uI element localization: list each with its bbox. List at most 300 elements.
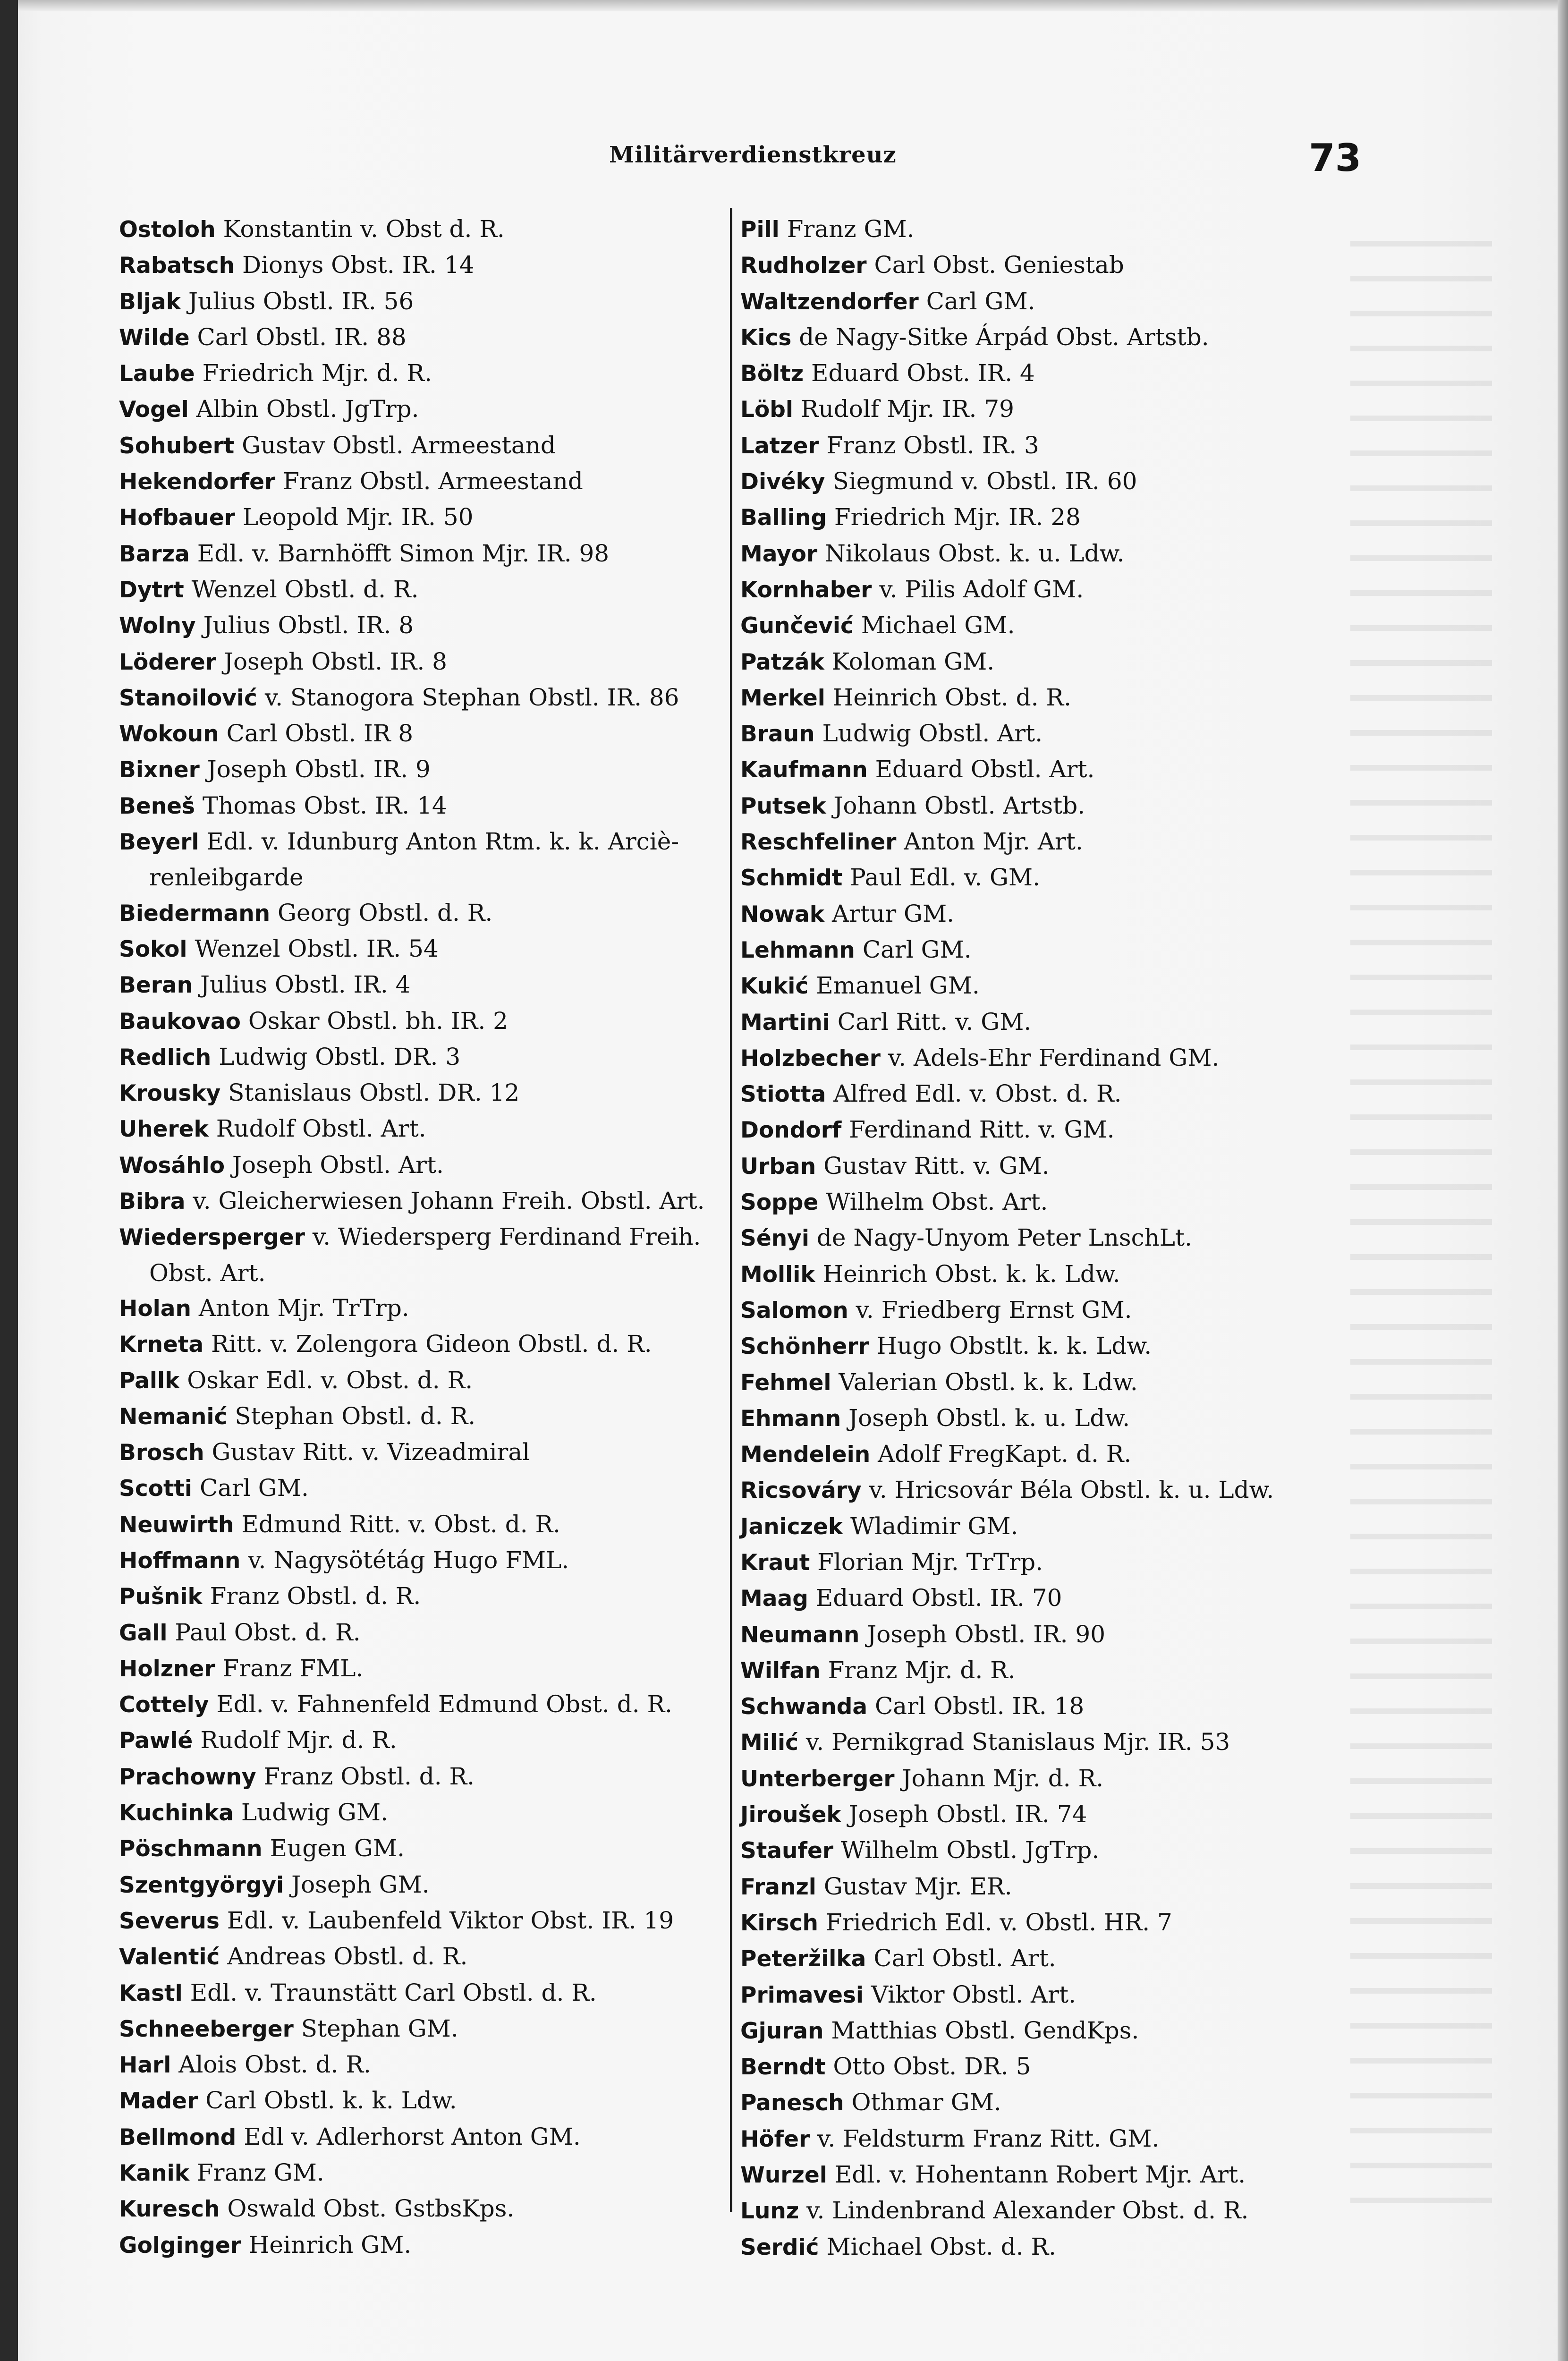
entry-details: Edl. v. Hohentann Robert Mjr. Art. xyxy=(834,2161,1246,2189)
entry-details: Johann Mjr. d. R. xyxy=(902,1764,1104,1792)
entry-surname: Primavesi xyxy=(740,1982,864,2008)
entry-surname: Maag xyxy=(740,1586,808,1612)
list-entry xyxy=(119,356,728,391)
entry-surname: Kaufmann xyxy=(740,757,868,783)
entry-details: Rudolf Mjr. d. R. xyxy=(200,1726,397,1754)
list-entry xyxy=(740,1076,1401,1112)
entry-surname: Severus xyxy=(119,1908,220,1934)
list-entry xyxy=(740,1328,1401,1364)
left-column xyxy=(119,212,728,2263)
entry-surname: Merkel xyxy=(740,685,825,711)
entry-surname: Schwanda xyxy=(740,1694,868,1720)
entry-surname: Franzl xyxy=(740,1874,816,1900)
list-entry xyxy=(119,2155,728,2191)
list-entry xyxy=(740,2157,1401,2193)
list-entry xyxy=(119,644,728,680)
list-entry xyxy=(740,320,1401,356)
entry-surname: Höfer xyxy=(740,2126,810,2152)
page-left-edge xyxy=(0,0,18,2361)
entry-surname: Mader xyxy=(119,2088,198,2115)
list-entry xyxy=(119,608,728,644)
entry-details: Heinrich Obst. d. R. xyxy=(832,683,1071,711)
entry-surname: Löderer xyxy=(119,649,216,675)
list-entry xyxy=(740,1869,1401,1905)
entry-details: v. Lindenbrand Alexander Obst. d. R. xyxy=(806,2197,1249,2225)
entry-surname: Wurzel xyxy=(740,2162,827,2189)
entry-surname: Reschfeliner xyxy=(740,829,897,856)
entry-details: Otto Obst. DR. 5 xyxy=(833,2053,1031,2081)
entry-surname: Wilfan xyxy=(740,1657,821,1684)
entry-details: Siegmund v. Obstl. IR. 60 xyxy=(832,467,1137,495)
list-entry xyxy=(740,2085,1401,2121)
list-entry xyxy=(740,428,1401,464)
entry-details: Franz Obstl. Armeestand xyxy=(283,467,583,495)
entry-surname: Cottely xyxy=(119,1692,209,1718)
entry-surname: Ricsováry xyxy=(740,1478,862,1504)
list-entry xyxy=(740,1184,1401,1220)
entry-details: v. Wiedersperg Ferdinand Freih. xyxy=(312,1223,701,1251)
entry-surname: Kirsch xyxy=(740,1910,819,1936)
list-entry xyxy=(740,1977,1401,2013)
column-divider xyxy=(730,208,732,2212)
entry-details: Franz Obstl. d. R. xyxy=(210,1582,421,1610)
list-entry xyxy=(119,1291,728,1326)
entry-details: Edl. v. Fahnenfeld Edmund Obst. d. R. xyxy=(216,1690,673,1718)
list-entry xyxy=(119,1903,728,1939)
entry-surname: Gjuran xyxy=(740,2018,824,2044)
entry-details: Michael GM. xyxy=(861,611,1015,639)
list-entry xyxy=(119,680,728,716)
entry-surname: Nowak xyxy=(740,901,825,927)
list-entry xyxy=(119,716,728,752)
entry-surname: Bljak xyxy=(119,289,181,315)
entry-details: Oskar Edl. v. Obst. d. R. xyxy=(187,1366,473,1394)
list-entry xyxy=(740,1040,1401,1076)
entry-details: Carl Obstl. IR. 88 xyxy=(197,323,407,351)
entry-surname: Sényi xyxy=(740,1225,809,1252)
entry-surname: Krousky xyxy=(119,1080,221,1107)
entry-details: Joseph GM. xyxy=(291,1870,430,1898)
entry-surname: Schönherr xyxy=(740,1333,869,1360)
entry-details: Oskar Obstl. bh. IR. 2 xyxy=(248,1007,508,1035)
entry-details: Carl Obstl. Art. xyxy=(873,1945,1056,1972)
list-entry xyxy=(119,536,728,572)
list-entry xyxy=(119,247,728,283)
entry-surname: Schmidt xyxy=(740,865,843,892)
list-entry xyxy=(740,212,1401,247)
entry-surname: Golginger xyxy=(119,2232,241,2259)
entry-details: Carl Obstl. IR. 18 xyxy=(875,1692,1085,1720)
list-entry xyxy=(119,1831,728,1867)
entry-details: Stephan GM. xyxy=(301,2014,458,2042)
list-entry xyxy=(119,1795,728,1831)
list-entry xyxy=(740,1148,1401,1184)
entry-details: Stanislaus Obstl. DR. 12 xyxy=(228,1079,520,1107)
entry-surname: Wosáhlo xyxy=(119,1152,225,1179)
list-entry xyxy=(740,968,1401,1004)
list-entry xyxy=(740,2193,1401,2229)
list-entry xyxy=(119,2119,728,2155)
entry-surname: Holan xyxy=(119,1295,191,1322)
entry-details: Andreas Obstl. d. R. xyxy=(227,1943,468,1970)
entry-details: Emanuel GM. xyxy=(816,972,980,1000)
entry-details: Stephan Obstl. d. R. xyxy=(235,1402,476,1430)
entry-details: Friedrich Edl. v. Obstl. HR. 7 xyxy=(825,1908,1172,1936)
entry-details: Valerian Obstl. k. k. Ldw. xyxy=(839,1368,1138,1396)
entry-details: v. Adels-Ehr Ferdinand GM. xyxy=(888,1044,1220,1071)
entry-surname: Barza xyxy=(119,541,190,567)
entry-details: Florian Mjr. TrTrp. xyxy=(817,1548,1043,1576)
entry-surname: Braun xyxy=(740,721,815,747)
entry-surname: Staufer xyxy=(740,1838,833,1864)
list-entry xyxy=(119,1399,728,1435)
list-entry xyxy=(119,428,728,464)
entry-details: Wladimir GM. xyxy=(850,1512,1018,1540)
list-entry xyxy=(119,1507,728,1543)
entry-details: Gustav Ritt. v. GM. xyxy=(823,1152,1050,1180)
entry-details: Joseph Obstl. IR. 9 xyxy=(207,756,431,783)
list-entry xyxy=(740,1761,1401,1797)
list-entry xyxy=(119,895,728,931)
list-entry xyxy=(119,2011,728,2047)
entry-details: Carl Ritt. v. GM. xyxy=(837,1008,1032,1036)
entry-surname: Berndt xyxy=(740,2054,826,2081)
list-entry xyxy=(740,932,1401,968)
entry-surname: Pušnik xyxy=(119,1584,203,1610)
entry-details: Rudolf Obstl. Art. xyxy=(216,1115,426,1143)
list-entry xyxy=(740,860,1401,896)
entry-surname: Bibra xyxy=(119,1189,186,1215)
entry-details: Ludwig GM. xyxy=(241,1799,388,1826)
entry-details: Matthias Obstl. GendKps. xyxy=(831,2016,1139,2044)
list-entry xyxy=(740,680,1401,716)
entry-details: Eduard Obst. IR. 4 xyxy=(811,359,1035,387)
entry-surname: Schneeberger xyxy=(119,2016,294,2042)
list-entry xyxy=(119,1326,728,1362)
entry-details: Alfred Edl. v. Obst. d. R. xyxy=(833,1080,1122,1108)
entry-details: Artur GM. xyxy=(831,900,955,927)
list-entry xyxy=(119,824,728,860)
entry-details: Georg Obstl. d. R. xyxy=(278,899,493,926)
entry-surname: Beneš xyxy=(119,793,195,819)
entry-details: Ludwig Obstl. DR. 3 xyxy=(219,1043,461,1070)
entry-surname: Unterberger xyxy=(740,1766,895,1792)
entry-surname: Panesch xyxy=(740,2090,844,2116)
entry-surname: Bixner xyxy=(119,757,200,783)
entry-details: v. Stanogora Stephan Obstl. IR. 86 xyxy=(264,683,679,711)
list-entry xyxy=(119,1075,728,1111)
entry-surname: Martini xyxy=(740,1009,830,1036)
entry-details: Koloman GM. xyxy=(831,647,995,675)
list-entry xyxy=(119,1723,728,1758)
entry-continuation: Obst. Art. xyxy=(149,1259,266,1287)
entry-surname: Mollik xyxy=(740,1261,815,1288)
list-entry xyxy=(740,1401,1401,1436)
entry-surname: Pill xyxy=(740,217,780,243)
list-entry xyxy=(119,1939,728,1975)
list-entry xyxy=(740,1797,1401,1833)
entry-details: v. Nagysötétág Hugo FML. xyxy=(248,1546,569,1574)
entry-details: Oswald Obst. GstbsKps. xyxy=(227,2195,515,2223)
entry-surname: Krneta xyxy=(119,1332,204,1358)
entry-details: Dionys Obst. IR. 14 xyxy=(242,251,475,279)
entry-surname: Gunčević xyxy=(740,613,854,639)
list-entry xyxy=(740,1941,1401,1977)
entry-details: Friedrich Mjr. d. R. xyxy=(202,359,432,387)
entry-details: Gustav Obstl. Armeestand xyxy=(242,431,556,459)
entry-details: Carl Obstl. IR 8 xyxy=(226,720,414,747)
entry-surname: Gall xyxy=(119,1620,168,1646)
entry-surname: Sohubert xyxy=(119,433,235,459)
list-entry xyxy=(740,1653,1401,1689)
list-entry xyxy=(119,788,728,824)
entry-surname: Scotti xyxy=(119,1476,193,1502)
entry-surname: Fehmel xyxy=(740,1369,831,1396)
entry-details: Friedrich Mjr. IR. 28 xyxy=(834,503,1081,531)
entry-details: Heinrich Obst. k. k. Ldw. xyxy=(822,1260,1120,1288)
list-entry xyxy=(119,752,728,788)
list-entry xyxy=(119,1147,728,1183)
entry-surname: Hoffmann xyxy=(119,1547,241,1574)
list-entry xyxy=(119,284,728,320)
entry-details: Carl GM. xyxy=(862,935,972,963)
entry-surname: Ehmann xyxy=(740,1405,841,1432)
list-entry xyxy=(119,1759,728,1795)
list-entry xyxy=(740,1112,1401,1148)
list-entry xyxy=(740,1509,1401,1545)
entry-details: Johann Obstl. Artstb. xyxy=(833,791,1085,819)
entry-surname: Brosch xyxy=(119,1440,204,1466)
list-entry xyxy=(740,1257,1401,1292)
entry-surname: Wiedersperger xyxy=(119,1224,305,1251)
list-entry xyxy=(119,1975,728,2011)
entry-surname: Janiczek xyxy=(740,1513,843,1540)
list-entry xyxy=(119,1543,728,1579)
entry-surname: Kornhaber xyxy=(740,577,872,603)
entry-surname: Hofbauer xyxy=(119,505,235,531)
entry-surname: Dytrt xyxy=(119,577,184,603)
entry-details: Nikolaus Obst. k. u. Ldw. xyxy=(825,539,1125,567)
list-entry xyxy=(740,391,1401,427)
entry-details: Wilhelm Obstl. JgTrp. xyxy=(840,1836,1100,1864)
entry-surname: Stiotta xyxy=(740,1081,826,1108)
list-entry xyxy=(119,1470,728,1506)
entry-surname: Szentgyörgyi xyxy=(119,1872,284,1898)
entry-details: Viktor Obstl. Art. xyxy=(871,1980,1076,2008)
entry-surname: Divéky xyxy=(740,469,825,495)
entry-surname: Löbl xyxy=(740,397,793,423)
entry-details: Wenzel Obstl. d. R. xyxy=(191,575,419,603)
list-entry xyxy=(119,1183,728,1219)
entry-surname: Neumann xyxy=(740,1622,860,1648)
list-entry xyxy=(119,1615,728,1651)
right-column xyxy=(740,212,1401,2265)
entry-surname: Holzner xyxy=(119,1656,215,1682)
entry-surname: Serdić xyxy=(740,2234,819,2260)
entry-details: Carl GM. xyxy=(199,1474,309,1502)
list-entry xyxy=(119,2227,728,2263)
entry-surname: Valentić xyxy=(119,1944,220,1970)
entry-surname: Biedermann xyxy=(119,900,271,926)
entry-details: Hugo Obstlt. k. k. Ldw. xyxy=(876,1332,1152,1360)
entry-surname: Balling xyxy=(740,505,827,531)
entry-surname: Bellmond xyxy=(119,2124,237,2150)
entry-details: Joseph Obstl. IR. 8 xyxy=(223,647,447,675)
entry-surname: Lunz xyxy=(740,2198,799,2225)
entry-surname: Peteržilka xyxy=(740,1946,866,1972)
entry-details: Eugen GM. xyxy=(270,1834,405,1862)
entry-surname: Rabatsch xyxy=(119,253,235,279)
entry-details: Albin Obstl. JgTrp. xyxy=(196,395,419,423)
entry-surname: Kastl xyxy=(119,1980,183,2006)
list-entry xyxy=(119,1039,728,1075)
entry-details: Gustav Mjr. ER. xyxy=(823,1872,1012,1900)
entry-details: Julius Obstl. IR. 8 xyxy=(203,611,414,639)
entry-details: Othmar GM. xyxy=(851,2089,1001,2116)
list-entry xyxy=(740,2049,1401,2085)
entry-surname: Nemanić xyxy=(119,1403,228,1430)
list-entry xyxy=(119,1651,728,1687)
list-entry xyxy=(740,284,1401,320)
list-entry xyxy=(740,1724,1401,1760)
list-entry xyxy=(740,644,1401,680)
entry-details: Rudolf Mjr. IR. 79 xyxy=(800,395,1014,423)
entry-surname: Pöschmann xyxy=(119,1836,263,1862)
entry-surname: Redlich xyxy=(119,1044,212,1070)
list-entry xyxy=(740,2013,1401,2049)
entry-details: Paul Edl. v. GM. xyxy=(850,864,1040,892)
list-entry xyxy=(119,2047,728,2083)
list-entry xyxy=(119,320,728,356)
list-entry xyxy=(740,1472,1401,1508)
entry-details: Joseph Obstl. Art. xyxy=(232,1151,444,1179)
entry-details: Eduard Obstl. IR. 70 xyxy=(815,1584,1062,1612)
list-entry xyxy=(119,967,728,1003)
entry-details: Michael Obst. d. R. xyxy=(826,2233,1056,2260)
list-entry xyxy=(740,896,1401,932)
list-entry xyxy=(119,1687,728,1723)
entry-surname: Urban xyxy=(740,1153,816,1180)
entry-details: Alois Obst. d. R. xyxy=(178,2051,371,2079)
list-entry xyxy=(740,536,1401,572)
entry-surname: Baukovao xyxy=(119,1008,241,1035)
page-top-edge xyxy=(0,0,1568,11)
entry-details: Carl GM. xyxy=(926,287,1035,315)
entry-surname: Hekendorfer xyxy=(119,469,276,495)
entry-details: Franz FML. xyxy=(222,1654,364,1682)
entry-details: Anton Mjr. Art. xyxy=(904,828,1083,856)
entry-surname: Sokol xyxy=(119,936,187,962)
entry-surname: Kanik xyxy=(119,2160,189,2187)
entry-surname: Dondorf xyxy=(740,1117,842,1144)
list-entry xyxy=(740,716,1401,752)
entry-surname: Laube xyxy=(119,361,195,387)
entry-details: v. Hricsovár Béla Obstl. k. u. Ldw. xyxy=(869,1476,1274,1504)
entry-details: Ritt. v. Zolengora Gideon Obstl. d. R. xyxy=(211,1330,652,1358)
page-number: 73 xyxy=(1309,136,1362,180)
page-right-edge xyxy=(1558,0,1568,2361)
entry-details: Edl. v. Traunstätt Carl Obstl. d. R. xyxy=(190,1979,597,2006)
entry-surname: Salomon xyxy=(740,1297,848,1324)
list-entry xyxy=(740,788,1401,824)
list-entry xyxy=(740,572,1401,608)
entry-surname: Pallk xyxy=(119,1367,180,1394)
entry-details: Gustav Ritt. v. Vizeadmiral xyxy=(212,1438,530,1466)
entry-details: de Nagy-Sitke Árpád Obst. Artstb. xyxy=(799,323,1209,351)
list-entry xyxy=(740,1436,1401,1472)
entry-surname: Beran xyxy=(119,972,193,999)
entry-surname: Mayor xyxy=(740,541,818,567)
entry-surname: Ostoloh xyxy=(119,217,216,243)
list-entry xyxy=(119,1111,728,1147)
entry-surname: Kuresch xyxy=(119,2196,220,2223)
list-entry xyxy=(119,464,728,500)
list-entry xyxy=(119,212,728,247)
list-entry xyxy=(740,824,1401,860)
entry-surname: Beyerl xyxy=(119,829,199,856)
list-entry xyxy=(119,500,728,535)
list-entry xyxy=(740,2121,1401,2157)
entry-surname: Böltz xyxy=(740,361,804,387)
entry-surname: Neuwirth xyxy=(119,1512,234,1538)
entry-details: Adolf FregKapt. d. R. xyxy=(878,1440,1132,1468)
entry-surname: Kics xyxy=(740,324,792,351)
entry-details: Ludwig Obstl. Art. xyxy=(822,720,1043,747)
entry-details: Eduard Obstl. Art. xyxy=(875,756,1095,783)
entry-details: Julius Obstl. IR. 4 xyxy=(200,971,411,999)
list-entry xyxy=(740,608,1401,644)
entry-details: Franz Obstl. IR. 3 xyxy=(826,431,1039,459)
entry-details: Edl. v. Laubenfeld Viktor Obst. IR. 19 xyxy=(227,1906,674,1934)
entry-surname: Vogel xyxy=(119,397,189,423)
list-entry xyxy=(119,1435,728,1470)
list-entry xyxy=(740,2229,1401,2265)
list-entry xyxy=(119,1003,728,1039)
entry-surname: Kraut xyxy=(740,1549,810,1576)
entry-surname: Soppe xyxy=(740,1189,819,1216)
list-entry xyxy=(119,931,728,967)
entry-surname: Lehmann xyxy=(740,937,855,963)
list-entry xyxy=(119,1579,728,1614)
entry-surname: Prachowny xyxy=(119,1764,256,1790)
entry-surname: Stanoilović xyxy=(119,685,257,711)
entry-details: v. Pernikgrad Stanislaus Mjr. IR. 53 xyxy=(805,1728,1230,1756)
entry-details: v. Pilis Adolf GM. xyxy=(879,575,1084,603)
entry-details: Anton Mjr. TrTrp. xyxy=(198,1294,409,1322)
entry-surname: Milić xyxy=(740,1730,798,1756)
entry-details: Leopold Mjr. IR. 50 xyxy=(242,503,474,531)
entry-details: Paul Obst. d. R. xyxy=(175,1618,361,1646)
entry-details: Edl v. Adlerhorst Anton GM. xyxy=(244,2123,581,2150)
page-header-title: Militärverdienstkreuz xyxy=(609,142,897,168)
entry-details: de Nagy-Unyom Peter LnschLt. xyxy=(816,1224,1192,1252)
entry-details: Joseph Obstl. k. u. Ldw. xyxy=(848,1404,1130,1432)
list-entry xyxy=(119,572,728,608)
list-entry xyxy=(740,752,1401,788)
list-entry xyxy=(119,2083,728,2119)
entry-details: Carl Obstl. k. k. Ldw. xyxy=(205,2087,457,2115)
entry-details: Thomas Obst. IR. 14 xyxy=(202,791,447,819)
entry-details: Carl Obst. Geniestab xyxy=(874,251,1124,279)
list-entry xyxy=(740,1220,1401,1256)
entry-surname: Harl xyxy=(119,2052,171,2079)
entry-details: Edl. v. Barnhöfft Simon Mjr. IR. 98 xyxy=(197,539,610,567)
list-entry xyxy=(740,500,1401,535)
entry-surname: Kuchinka xyxy=(119,1800,234,1826)
entry-details: Franz Mjr. d. R. xyxy=(828,1656,1016,1684)
entry-details: v. Friedberg Ernst GM. xyxy=(856,1296,1132,1324)
entry-surname: Latzer xyxy=(740,433,819,459)
